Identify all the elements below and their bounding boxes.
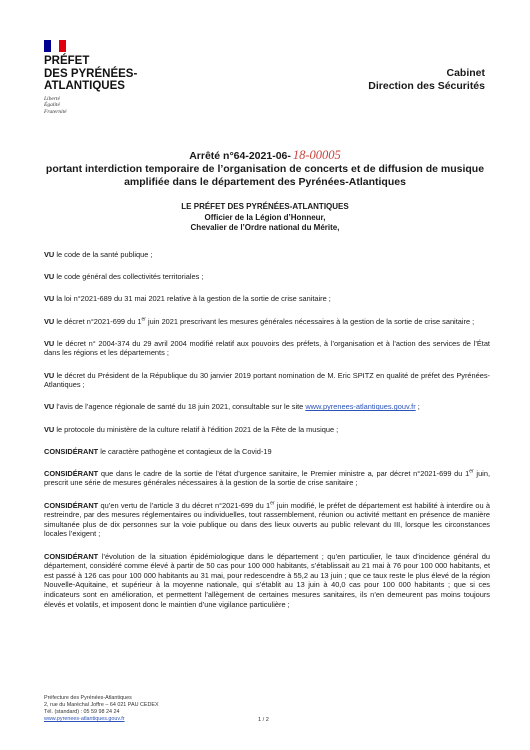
authority-line: Officier de la Légion d’Honneur, (204, 212, 326, 222)
republic-motto (44, 96, 154, 116)
department-name: Direction des Sécurités (368, 79, 485, 92)
vu-clause: VU le protocole du ministère de la culture relatif à l’édition 2021 de la Fête de la musique ; (44, 424, 339, 434)
clause-keyword: CONSIDÉRANT (44, 446, 99, 456)
decree-subject: portant interdiction temporaire de l’organisation de concerts et de diffusion de musique amplifiée dans le département des Pyrénées-Atlantiques (45, 163, 485, 188)
flag-blue-stripe (44, 40, 51, 52)
decree-number (40, 149, 490, 163)
issuing-office (368, 67, 485, 92)
considerant-clause: CONSIDÉRANT qu’en vertu de l’article 3 du décret n°2021-699 du 1er juin modifié, le préfet de département est habilité à interdire ou à restreindre, par des mesures réglementaires ou individuelles, tout rassemblement, réunion ou activité mettant en présence de manière simultanée plus de dix personnes sur la voie publique ou dans des lieux ouverts au public relevant du III, lorsque les circonstances locales l’exigent ; (44, 500, 490, 539)
handwritten-number: 18-00005 (292, 148, 341, 162)
prefet-title (44, 55, 154, 93)
vu-clause: VU la loi n°2021-689 du 31 mai 2021 relative à la gestion de la sortie de crise sanitaire ; (44, 294, 331, 304)
prefet-line: ATLANTIQUES (44, 80, 125, 92)
decree-body (44, 250, 490, 622)
footer-website-link[interactable]: www.pyrenees-atlantiques.gouv.fr (44, 716, 125, 722)
website-link[interactable]: www.pyrenees-atlantiques.gouv.fr (305, 402, 416, 412)
clause-keyword: CONSIDÉRANT (44, 551, 99, 561)
page-number: 1 / 2 (258, 717, 269, 723)
clause-keyword: VU (44, 338, 55, 348)
considerant-clause: CONSIDÉRANT le caractère pathogène et contagieux de la Covid-19 (44, 446, 272, 456)
authority-line: Chevalier de l’Ordre national du Mérite, (190, 223, 340, 232)
authority-line: LE PRÉFET DES PYRÉNÉES-ATLANTIQUES (181, 202, 349, 211)
footer-address-line: Préfecture des Pyrénées-Atlantiques (44, 695, 132, 701)
motto-line: Égalité (44, 102, 60, 108)
motto-line: Fraternité (44, 108, 67, 115)
clause-keyword: VU (44, 316, 55, 326)
vu-clause: VU le code de la santé publique ; (44, 250, 153, 259)
decree-number-prefix: Arrêté n°64-2021-06- (189, 150, 291, 162)
prefet-line: PRÉFET (44, 55, 90, 67)
clause-keyword: CONSIDÉRANT (44, 500, 99, 510)
vu-clause: VU l’avis de l’agence régionale de santé du 18 juin 2021, consultable sur le site www.pyrenees-atlantiques.gouv.fr ; (44, 402, 420, 412)
clause-keyword: VU (44, 294, 55, 304)
footer-address-line: 2, rue du Maréchal Joffre – 64 021 PAU CEDEX (44, 702, 159, 708)
prefect-authority (90, 202, 440, 234)
page-footer (44, 695, 159, 723)
clause-keyword: VU (44, 370, 55, 380)
clause-keyword: VU (44, 402, 55, 412)
clause-keyword: CONSIDÉRANT (44, 468, 99, 478)
clause-keyword: VU (44, 250, 55, 259)
footer-phone: Tél. (standard) : 05 59 98 24 24 (44, 709, 120, 715)
considerant-clause: CONSIDÉRANT que dans le cadre de la sortie de l’état d’urgence sanitaire, le Premier ministre a, par décret n°2021-699 du 1er juin, prescrit une série de mesures générales nécessaires à la gestion de la sortie de crise sanitaire ; (44, 468, 490, 488)
office-name: Cabinet (446, 67, 485, 79)
vu-clause: VU le décret n° 2004-374 du 29 avril 2004 modifié relatif aux pouvoirs des préfets, à l’organisation et à l’action des services de l’État dans les régions et les départements ; (44, 338, 490, 358)
flag-white-stripe (51, 40, 58, 52)
vu-clause: VU le code général des collectivités territoriales ; (44, 272, 204, 282)
clause-keyword: VU (44, 272, 55, 282)
prefet-line: DES PYRÉNÉES- (44, 67, 138, 80)
considerant-clause: CONSIDÉRANT l’évolution de la situation épidémiologique dans le département ; qu’en particulier, le taux d’incidence général du département, considéré comme élevé à partir de 50 cas pour 100 000 habitants, s’établissait au 21 mai à 76 pour 100 000 habitants, et est passé à 126 cas pour 100 000 habitants au 31 mai, pour redescendre à 55,2 au 13 juin ; que ce taux reste le plus élevé de la région Nouvelle-Aquitaine, et supérieur à la moyenne nationale, qui s’établit au 13 juin à 40,0 cas pour 100 000 habitants ; que si ces indicateurs sont en amélioration, et permettent l’allègement de certaines mesures sanitaires, ils n’en demeurent pas moins toujours élevés et volatils, et imposent donc le maintien d’une vigilance particulière ; (44, 551, 490, 609)
motto-line: Liberté (44, 95, 60, 102)
flag-red-stripe (59, 40, 66, 52)
prefecture-logo (44, 40, 154, 115)
vu-clause: VU le décret n°2021-699 du 1er juin 2021 prescrivant les mesures générales nécessaires à la gestion de la sortie de crise sanitaire ; (44, 316, 475, 326)
vu-clause: VU le décret du Président de la République du 30 janvier 2019 portant nomination de M. Eric SPITZ en qualité de préfet des Pyrénées-Atlantiques ; (44, 370, 490, 390)
clause-keyword: VU (44, 424, 55, 434)
french-flag-icon (44, 40, 66, 52)
decree-title (40, 149, 490, 189)
